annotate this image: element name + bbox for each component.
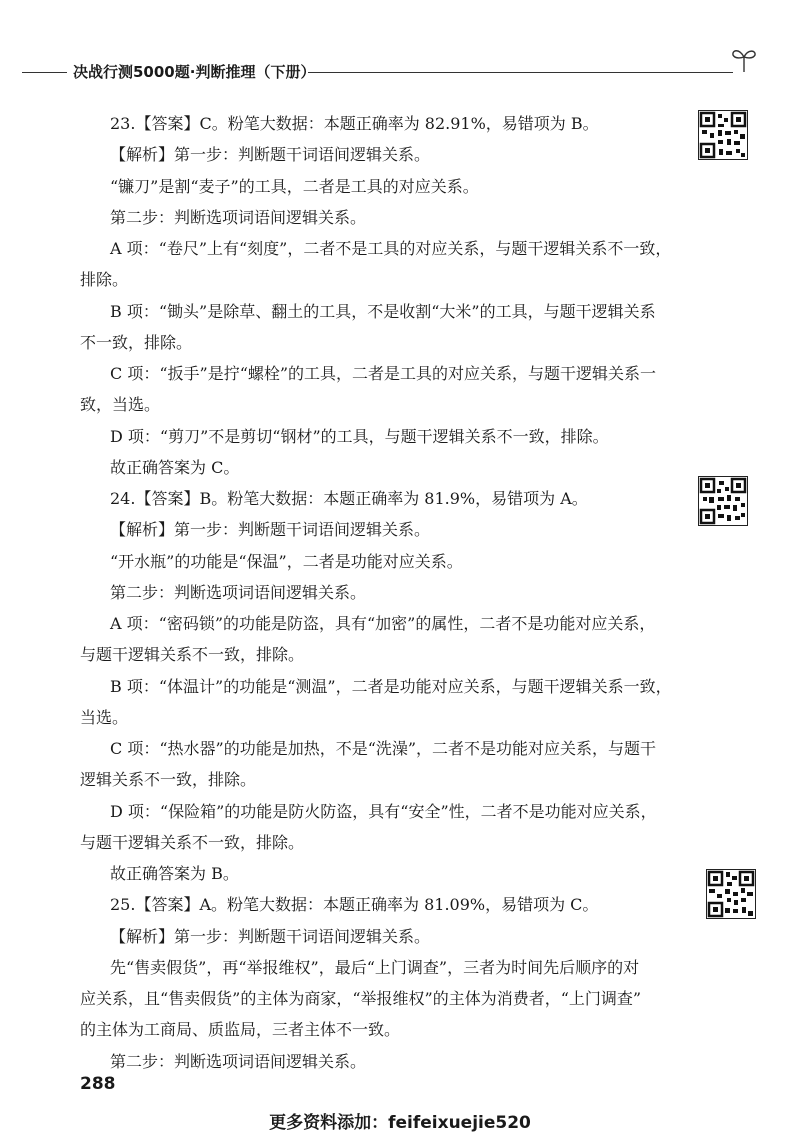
text-line: 23.【答案】C。粉笔大数据：本题正确率为 82.91%，易错项为 B。 [110,114,599,133]
text-line: 第二步：判断选项词语间逻辑关系。 [110,207,367,227]
page-number: 288 [80,1074,116,1094]
text-line: 25.【答案】A。粉笔大数据：本题正确率为 81.09%，易错项为 C。 [110,895,599,915]
text-line: 【解析】第一步：判断题干词语间逻辑关系。 [110,145,431,165]
header-rule-right [308,72,733,73]
text-line: 第二步：判断选项词语间逻辑关系。 [110,582,367,602]
text-line: 【解析】第一步：判断题干词语间逻辑关系。 [110,926,431,946]
header-title: 决战行测5000题·判断推理（下册） [73,63,316,81]
text-line: “镰刀”是割“麦子”的工具，二者是工具的对应关系。 [110,176,479,196]
text-line: D 项：“保险箱”的功能是防火防盗，具有“安全”性，二者不是功能对应关系， [110,801,657,821]
text-line: 逻辑关系不一致，排除。 [80,770,257,790]
header-rule-left [22,72,67,73]
text-line: 当选。 [80,707,129,727]
footer-note: 更多资料添加：feifeixuejie520 [269,1113,531,1133]
text-line: 应关系，且“售卖假货”的主体为商家，“举报维权”的主体为消费者，“上门调查” [80,989,642,1008]
qr-code-graphic [707,870,755,918]
text-line: 致，当选。 [80,395,161,415]
text-line: B 项：“锄头”是除草、翻土的工具，不是收割“大米”的工具，与题干逻辑关系 [110,301,656,321]
text-line: C 项：“扳手”是拧“螺栓”的工具，二者是工具的对应关系，与题干逻辑关系一 [110,364,657,383]
text-line: D 项：“剪刀”不是剪切“钢材”的工具，与题干逻辑关系不一致，排除。 [110,426,609,446]
text-line: 【解析】第一步：判断题干词语间逻辑关系。 [110,520,431,540]
text-line: A 项：“密码锁”的功能是防盗，具有“加密”的属性，二者不是功能对应关系， [110,614,656,633]
text-line: 与题干逻辑关系不一致，排除。 [80,645,305,665]
text-line: A 项：“卷尺”上有“刻度”，二者不是工具的对应关系，与题干逻辑关系不一致， [110,239,672,258]
running-header [0,58,800,88]
text-line: C 项：“热水器”的功能是加热，不是“洗澡”，二者不是功能对应关系，与题干 [110,739,657,758]
qr-code-icon[interactable] [698,110,748,160]
text-line: 故正确答案为 B。 [110,864,239,883]
text-line: 不一致，排除。 [80,332,193,352]
text-line: B 项：“体温计”的功能是“测温”，二者是功能对应关系，与题干逻辑关系一致， [110,676,672,696]
qr-code-graphic [699,111,747,159]
answer-explanations [80,108,675,1077]
text-line: 先“售卖假货”，再“举报维权”，最后“上门调查”，三者为时间先后顺序的对 [110,957,640,977]
text-line: 24.【答案】B。粉笔大数据：本题正确率为 81.9%，易错项为 A。 [110,489,588,508]
qr-code-graphic [699,477,747,525]
text-line: 第二步：判断选项词语间逻辑关系。 [110,1051,367,1071]
qr-code-icon[interactable] [706,869,756,919]
text-line: “开水瓶”的功能是“保温”，二者是功能对应关系。 [110,551,463,571]
text-line: 排除。 [80,270,129,290]
text-line: 与题干逻辑关系不一致，排除。 [80,832,305,852]
text-line: 的主体为工商局、质监局，三者主体不一致。 [80,1020,401,1040]
qr-code-icon[interactable] [698,476,748,526]
text-line: 故正确答案为 C。 [110,457,240,477]
sprout-icon [729,44,759,74]
